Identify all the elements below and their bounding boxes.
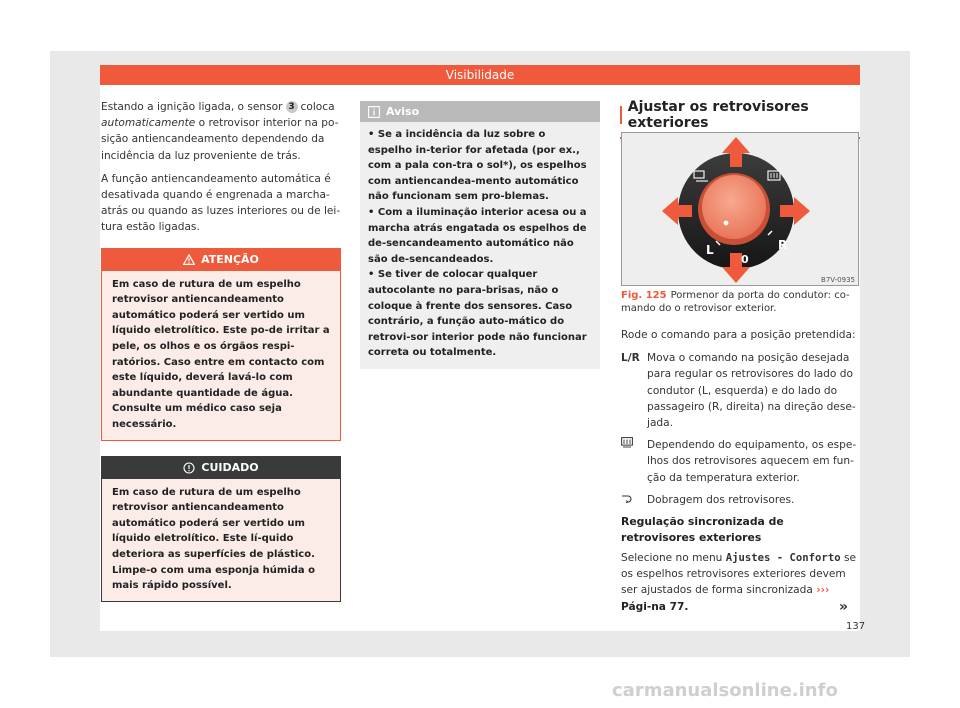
figure-label: Fig. 125 <box>621 290 667 301</box>
figure-caption: Fig. 125 Pormenor da porta do condutor: co-mando do o retrovisor exterior. <box>621 290 850 314</box>
warning-title: ATENÇÃO <box>201 253 259 267</box>
mirror-knob-illustration <box>622 133 859 286</box>
label-off: 0 <box>741 253 749 266</box>
caution-box <box>101 456 341 602</box>
caution-circle-icon <box>183 462 195 474</box>
info-icon <box>368 106 380 118</box>
list-item: L/R Mova o comando na posição desejada para regular os retrovisores do lado do condutor (L, esquerda) e do lado do passageiro (R, direita) na direção dese-jada. <box>621 350 859 431</box>
intro-text: Rode o comando para a posição pretendida: <box>621 329 856 341</box>
caution-text: Em caso de rutura de um espelho retrovisor antiencandeamento automático poderá ser vertido um líquido eletrolítico. Este lí-quido deteriora as superfícies de plástico. Limpe-o com uma esponja húmida o mais rápido possível. <box>112 486 316 592</box>
sensor-number-badge: 3 <box>286 101 298 113</box>
subheading-sync: Regulação sincronizada de retrovisores exteriores <box>621 515 784 545</box>
warning-triangle-icon <box>183 254 195 265</box>
paragraph-deactivation: A função antiencandeamento automática é desativada quando é engrenada a marcha-atrás ou quando as luzes interiores ou de lei-tura estão ligadas. <box>101 172 341 234</box>
notice-bullet: • Com a iluminação interior acesa ou a marcha atrás engatada os espelhos de de-sencandeamento automático não são de-sencandeados. <box>368 206 587 265</box>
page-reference-link[interactable]: Pági-na 77. <box>621 600 689 613</box>
notice-title: Aviso <box>386 105 420 118</box>
list-item: Dependendo do equipamento, os espe-lhos dos retrovisores aquecem em fun-ção da temperatura exterior. <box>621 437 859 486</box>
section-title: Ajustar os retrovisores exteriores <box>620 99 860 139</box>
heat-icon <box>621 437 647 486</box>
fold-icon <box>621 492 647 508</box>
watermark: carmanualsonline.info <box>612 680 838 701</box>
figure-mirror-control <box>621 132 859 286</box>
label-right: R <box>778 238 788 252</box>
notice-body <box>360 122 600 369</box>
paragraph-sensor: Estando a ignição ligada, o sensor 3 coloca automaticamente o retrovisor interior na po-sição antiencandeamento dependendo da incidência da luz proveniente de trás. <box>101 101 339 162</box>
paragraph-sync: Selecione no menu Ajustes - Conforto se os espelhos retrovisores exteriores devem ser ajustados de forma sincronizada ››› Pági-na 77. <box>621 552 856 613</box>
notice-bullet: • Se tiver de colocar qualquer autocolante no para-brisas, não o coloque à frente dos sensores. Caso contrário, a função auto-mático do retrovi-sor interior pode não funcionar correta ou totalmente. <box>368 269 587 359</box>
column-left <box>101 99 341 602</box>
page-number: 137 <box>846 621 866 632</box>
notice-bullet: • Se a incidência da luz sobre o espelho in-terior for afetada (por ex., com a pala con-tra o sol*), os espelhos com antiencandea-mento automático não funcionam sem pro-blemas. <box>368 129 587 203</box>
column-middle <box>360 101 600 369</box>
caution-title: CUIDADO <box>201 461 259 475</box>
list-item: Dobragem dos retrovisores. <box>621 492 859 508</box>
continue-mark: » <box>839 599 849 615</box>
figure-code: B7V-0935 <box>821 276 855 284</box>
item-key-lr: L/R <box>621 352 640 365</box>
notice-box <box>360 101 600 369</box>
title-accent <box>620 106 622 124</box>
label-left: L <box>706 243 714 257</box>
warning-text: Em caso de rutura de um espelho retrovisor antiencandeamento automático poderá ser vertido um líquido eletrolítico. Este po-de irritar a pele, os olhos e os órgãos respi-ratórios. Caso entre em contacto com este líquido, deverá lavá-lo com abundante quantidade de água. Consulte um médico caso seja necessário. <box>112 278 330 430</box>
chapter-header: Visibilidade <box>100 65 860 85</box>
menu-path: Ajustes - Conforto <box>725 552 841 565</box>
link-arrow-icon: ››› <box>816 584 830 597</box>
warning-box <box>101 248 341 441</box>
mirror-instructions <box>621 327 859 622</box>
